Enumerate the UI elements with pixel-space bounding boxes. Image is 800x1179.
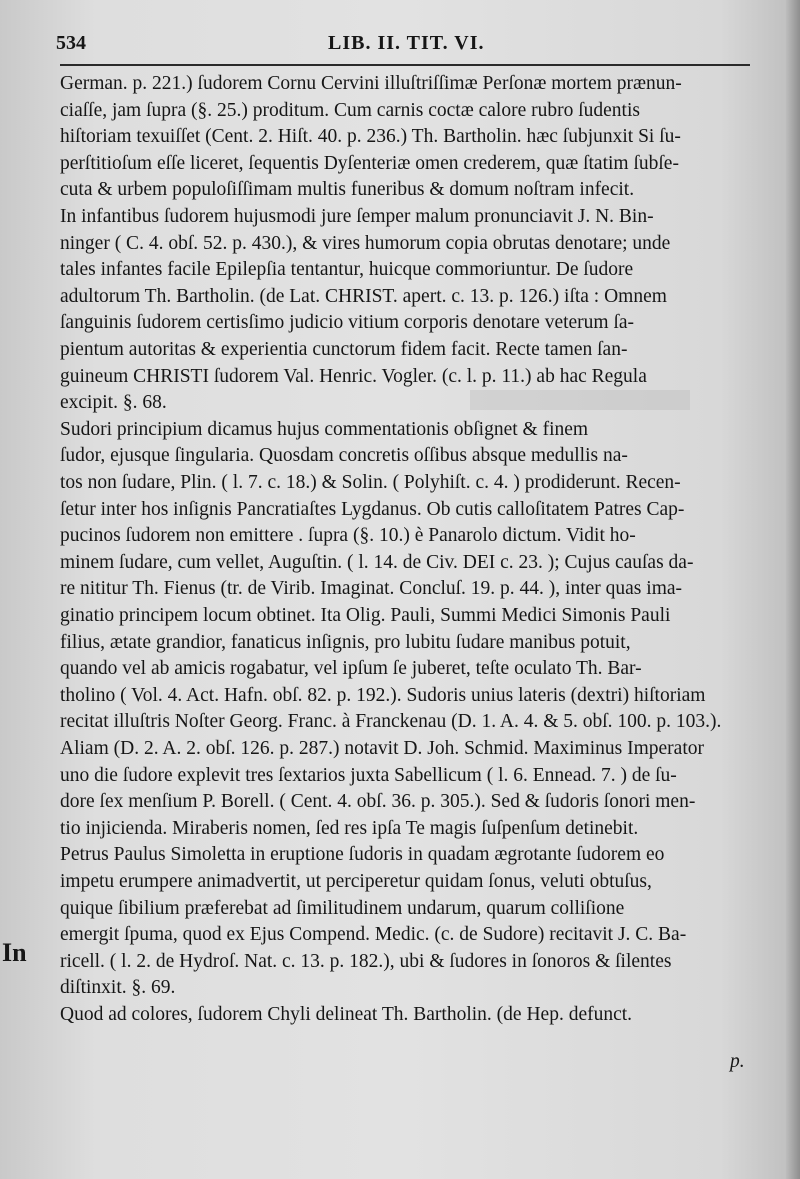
text-line: tales infantes facile Epilepſia tentantur, huicque commoriuntur. De ſudore xyxy=(60,259,634,281)
text-line: emergit ſpuma, quod ex Ejus Compend. Medic. (c. de Sudore) recitavit J. C. Ba- xyxy=(60,924,687,946)
text-line: diſtinxit. §. 69. xyxy=(60,977,176,999)
text-line: ſetur inter hos inſignis Pancratiaſtes Lygdanus. Ob cutis calloſitatem Patres Cap- xyxy=(60,498,685,520)
text-line: ricell. ( l. 2. de Hydroſ. Nat. c. 13. p. 182.), ubi & ſudores in ſonoros & ſilentes xyxy=(60,950,672,972)
text-line: minem ſudare, cum vellet, Auguſtin. ( l. 14. de Civ. DEI c. 23. ); Cujus cauſas da- xyxy=(60,551,694,573)
text-line: adultorum Th. Bartholin. (de Lat. CHRIST. apert. c. 13. p. 126.) iſta : Omnem xyxy=(60,285,667,307)
running-head: LIB. II. TIT. VI. xyxy=(328,32,485,54)
text-line: German. p. 221.) ſudorem Cornu Cervini illuſtriſſimæ Perſonæ mortem prænun- xyxy=(60,73,682,94)
text-line: re nititur Th. Fienus (tr. de Virib. Imaginat. Concluſ. 19. p. 44. ), inter quas ima- xyxy=(60,578,683,600)
text-line: In infantibus ſudorem hujusmodi jure ſemper malum pronunciavit J. N. Bin- xyxy=(60,206,654,227)
text-line: ginatio principem locum obtinet. Ita Olig. Pauli, Summi Medici Simonis Pauli xyxy=(60,605,671,626)
text-line: Aliam (D. 2. A. 2. obſ. 126. p. 287.) notavit D. Joh. Schmid. Maximinus Imperator xyxy=(60,738,704,759)
text-line: Petrus Paulus Simoletta in eruptione ſudoris in quadam ægrotante ſudorem eo xyxy=(60,844,665,866)
text-line: excipit. §. 68. xyxy=(60,392,167,414)
text-line: hiſtoriam texuiſſet (Cent. 2. Hiſt. 40. p. 236.) Th. Bartholin. hæc ſubjunxit Si ſu- xyxy=(60,126,681,148)
text-line: pientum autoritas & experientia cunctorum fidem facit. Recte tamen ſan- xyxy=(60,339,628,360)
text-line: ſanguinis ſudorem certisſimo judicio vitium corporis denotare veterum ſa- xyxy=(60,312,635,334)
show-through-smudge xyxy=(470,390,690,410)
margin-annotation: In xyxy=(2,938,27,967)
text-line: guineum CHRISTI ſudorem Val. Henric. Vogler. (c. l. p. 11.) ab hac Regula xyxy=(60,365,647,387)
page-edge-shadow xyxy=(786,0,800,1179)
text-line: tholino ( Vol. 4. Act. Hafn. obſ. 82. p. 192.). Sudoris unius lateris (dextri) hiſtoriam xyxy=(60,684,706,706)
header-rule xyxy=(60,64,750,66)
text-line: impetu erumpere animadvertit, ut perciperetur quidam ſonus, veluti obtuſus, xyxy=(60,871,652,892)
text-line: tos non ſudare, Plin. ( l. 7. c. 18.) & Solin. ( Polyhiſt. c. 4. ) prodiderunt. Recen- xyxy=(60,472,681,493)
page-number: 534 xyxy=(56,32,86,54)
text-line: dore ſex menſium P. Borell. ( Cent. 4. obſ. 36. p. 305.). Sed & ſudoris ſonori men- xyxy=(60,791,696,813)
text-line: ſudor, ejusque ſingularia. Quosdam concretis oſſibus absque medullis na- xyxy=(60,445,628,467)
text-line: filius, ætate grandior, fanaticus inſignis, pro lubitu ſudare manibus potuit, xyxy=(60,631,631,653)
text-line: ciaſſe, jam ſupra (§. 25.) proditum. Cum carnis coctæ calore rubro ſudentis xyxy=(60,99,640,121)
text-line: tio injicienda. Miraberis nomen, ſed res ipſa Te magis ſuſpenſum detinebit. xyxy=(60,817,639,839)
text-line: recitat illuſtris Noſter Georg. Franc. à Franckenau (D. 1. A. 4. & 5. obſ. 100. p. 103.). xyxy=(60,711,722,733)
text-line: cuta & urbem populoſiſſimam multis funeribus & domum noſtram infecit. xyxy=(60,179,635,201)
text-line: quique ſibilium præferebat ad ſimilitudinem undarum, quarum colliſione xyxy=(60,897,625,919)
text-line: pucinos ſudorem non emittere . ſupra (§. 10.) è Panarolo dictum. Vidit ho- xyxy=(60,525,636,547)
page-header xyxy=(56,32,736,64)
text-line: Quod ad colores, ſudorem Chyli delineat Th. Bartholin. (de Hep. defunct. xyxy=(60,1004,633,1025)
text-line: perſtitioſum eſſe liceret, ſequentis Dyſenteriæ omen crederem, quæ ſtatim ſubſe- xyxy=(60,152,679,174)
text-line: Sudori principium dicamus hujus commentationis obſignet & finem xyxy=(60,418,589,440)
text-line: ninger ( C. 4. obſ. 52. p. 430.), & vires humorum copia obrutas denotare; unde xyxy=(60,232,671,254)
text-line: uno die ſudore explevit tres ſextarios juxta Sabellicum ( l. 6. Ennead. 7. ) de ſu- xyxy=(60,764,677,786)
catchword: p. xyxy=(730,1051,745,1072)
text-line: quando vel ab amicis rogabatur, vel ipſum ſe juberet, teſte oculato Th. Bar- xyxy=(60,658,642,680)
